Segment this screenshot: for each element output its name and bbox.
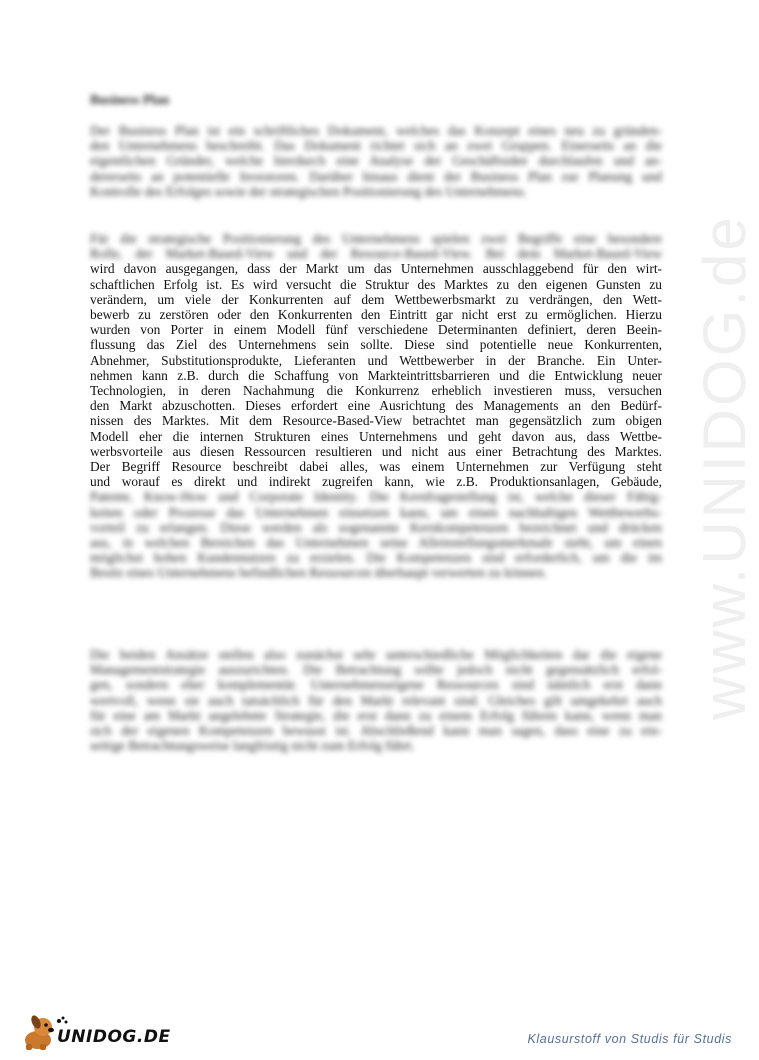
text-line: Besitz eines Unternehmens befindlichen Ressourcen überhaupt verwerten zu können. [90, 565, 547, 581]
text-line: möglichst hohen Kundennutzen zu erzielen. Die Kompetenzen sind erforderlich, um die im [90, 550, 662, 566]
text-line: den Markt abzuschotten. Dieses erfordert eine Ausrichtung des Managements an den Bedürf- [90, 398, 662, 414]
text-line: Modell eher die internen Strukturen eines Unternehmens und geht davon aus, dass Wettbe- [90, 428, 662, 444]
watermark: www.UNIDOG.de [691, 214, 758, 720]
text-line: aus, in welchen Bereichen das Unternehmen seine Alleinstellungsmerkmale sieht, um einen [90, 535, 662, 551]
text-line: seitige Betrachtungsweise langfristig nicht zum Erfolg führt. [90, 738, 415, 754]
text-line: für eine am Markt angelehnte Strategie, die erst dann zu einem Erfolg führen kann, wenn man [90, 707, 662, 723]
paragraph-intro [90, 123, 662, 199]
text-line: werbsvorteile aus diesen Ressourcen resultieren und nicht aus einer Betrachtung des Marktes. [90, 443, 662, 459]
footer-tagline: Klausurstoff von Studis für Studis [527, 1032, 732, 1046]
text-line: Kontrolle des Erfolges sowie der strategischen Positionierung des Unternehmens. [90, 183, 527, 199]
text-line: schaftlichen Erfolg ist. Es wird versucht die Struktur des Marktes zu den eigenen Gunsten zu [90, 276, 662, 292]
text-line: Der Begriff Resource beschreibt dabei alles, was einem Unternehmen zur Verfügung steht [90, 459, 662, 475]
paragraph-conclusion [90, 647, 662, 753]
text-line: Der Business Plan ist ein schriftliches Dokument, welches das Konzept eines neu zu gründen- [90, 123, 662, 138]
text-line: Technologien, in deren Nachahmung die Konkurrenz erheblich investieren muss, versuchen [90, 383, 662, 399]
text-line: nissen des Marktes. Mit dem Resource-Based-View betrachtet man gegensätzlich zum obigen [90, 413, 662, 429]
text-line: wurden von Porter in einem Modell fünf verschiedene Determinanten definiert, deren Beein- [90, 322, 662, 338]
text-line: Die beiden Ansätze stellen also zunächst sehr unterschiedliche Möglichkeiten dar die eigene [90, 647, 662, 662]
text-line: eigentlichen Gründer, welche hierdurch eine Analyse der Geschäftsidee durchlaufen und an- [90, 153, 662, 169]
text-line: und worauf es direkt und indirekt zugreifen kann, wie z.B. Produktionsanlagen, Gebäude, [90, 474, 662, 490]
text-line: verändern, um viele der Konkurrenten auf dem Wettbewerbsmarkt zu verdrängen, den Wett- [90, 291, 662, 307]
text-line: nehmen kann z.B. durch die Schaffung von Markteintrittsbarrieren und die Entwicklung neuer [90, 367, 662, 383]
text-line: Abnehmer, Substitutionsprodukte, Lieferanten und Wettbewerber in der Branche. Ein Unter- [90, 352, 662, 368]
text-line: gen, sondern eher komplementär. Unternehmenseigene Ressourcen sind nämlich erst dann [90, 677, 662, 693]
text-line: wird davon ausgegangen, dass der Markt um das Unternehmen ausschlaggebend für den wirt- [90, 261, 662, 277]
clear-lines [90, 261, 662, 489]
text-line: wertvoll, wenn sie auch tatsächlich für den Markt relevant sind. Gleiches gilt umgekehrt auch [90, 692, 662, 708]
blurred-lines-top [90, 231, 662, 261]
text-line: flussung das Ziel des Unternehmens sein sollte. Diese sind potentielle neue Konkurrenten, [90, 337, 662, 353]
text-line: bewerb zu zerstören oder den Konkurrenten den Eintritt gar nicht erst zu ermöglichen. Hierzu [90, 307, 662, 323]
text-line: vorteil zu erlangen. Diese werden als sogenannte Kernkompetenzen bezeichnet und drücken [90, 519, 662, 535]
text-line: Rolle, der Market-Based-View und der Resource-Based-View. Bei dem Market-Based-View [90, 246, 662, 262]
text-line: keiten oder Prozesse das Unternehmen einsetzen kann, um einen nachhaltigen Wettbewerbs- [90, 504, 662, 520]
text-line: Patente, Know-How und Corporate Identity. Die Kernfragestellung ist, welche dieser Fähig- [90, 489, 662, 505]
paragraph-market-resource-view [90, 231, 662, 581]
text-line: Für die strategische Positionierung des Unternehmens spielen zwei Begriffe eine besondere [90, 231, 662, 246]
blurred-lines-bottom [90, 489, 662, 580]
text-line: dererseits an potentielle Investoren. Darüber hinaus dient der Business Plan zur Planung und [90, 168, 662, 184]
text-line: den Unternehmens beschreibt. Das Dokument richtet sich an zwei Gruppen. Einerseits an die [90, 138, 662, 154]
text-line: sich der eigenen Kompetenzen bewusst ist. Abschließend kann man sagen, dass eine zu ein- [90, 723, 662, 739]
document-title: Business Plan [90, 92, 170, 107]
text-line: Managementstrategie auszurichten. Die Betrachtung sollte jedoch nicht gegensätzlich erfol- [90, 662, 662, 678]
logo-wordmark: UNIDOG.DE [57, 1027, 171, 1047]
